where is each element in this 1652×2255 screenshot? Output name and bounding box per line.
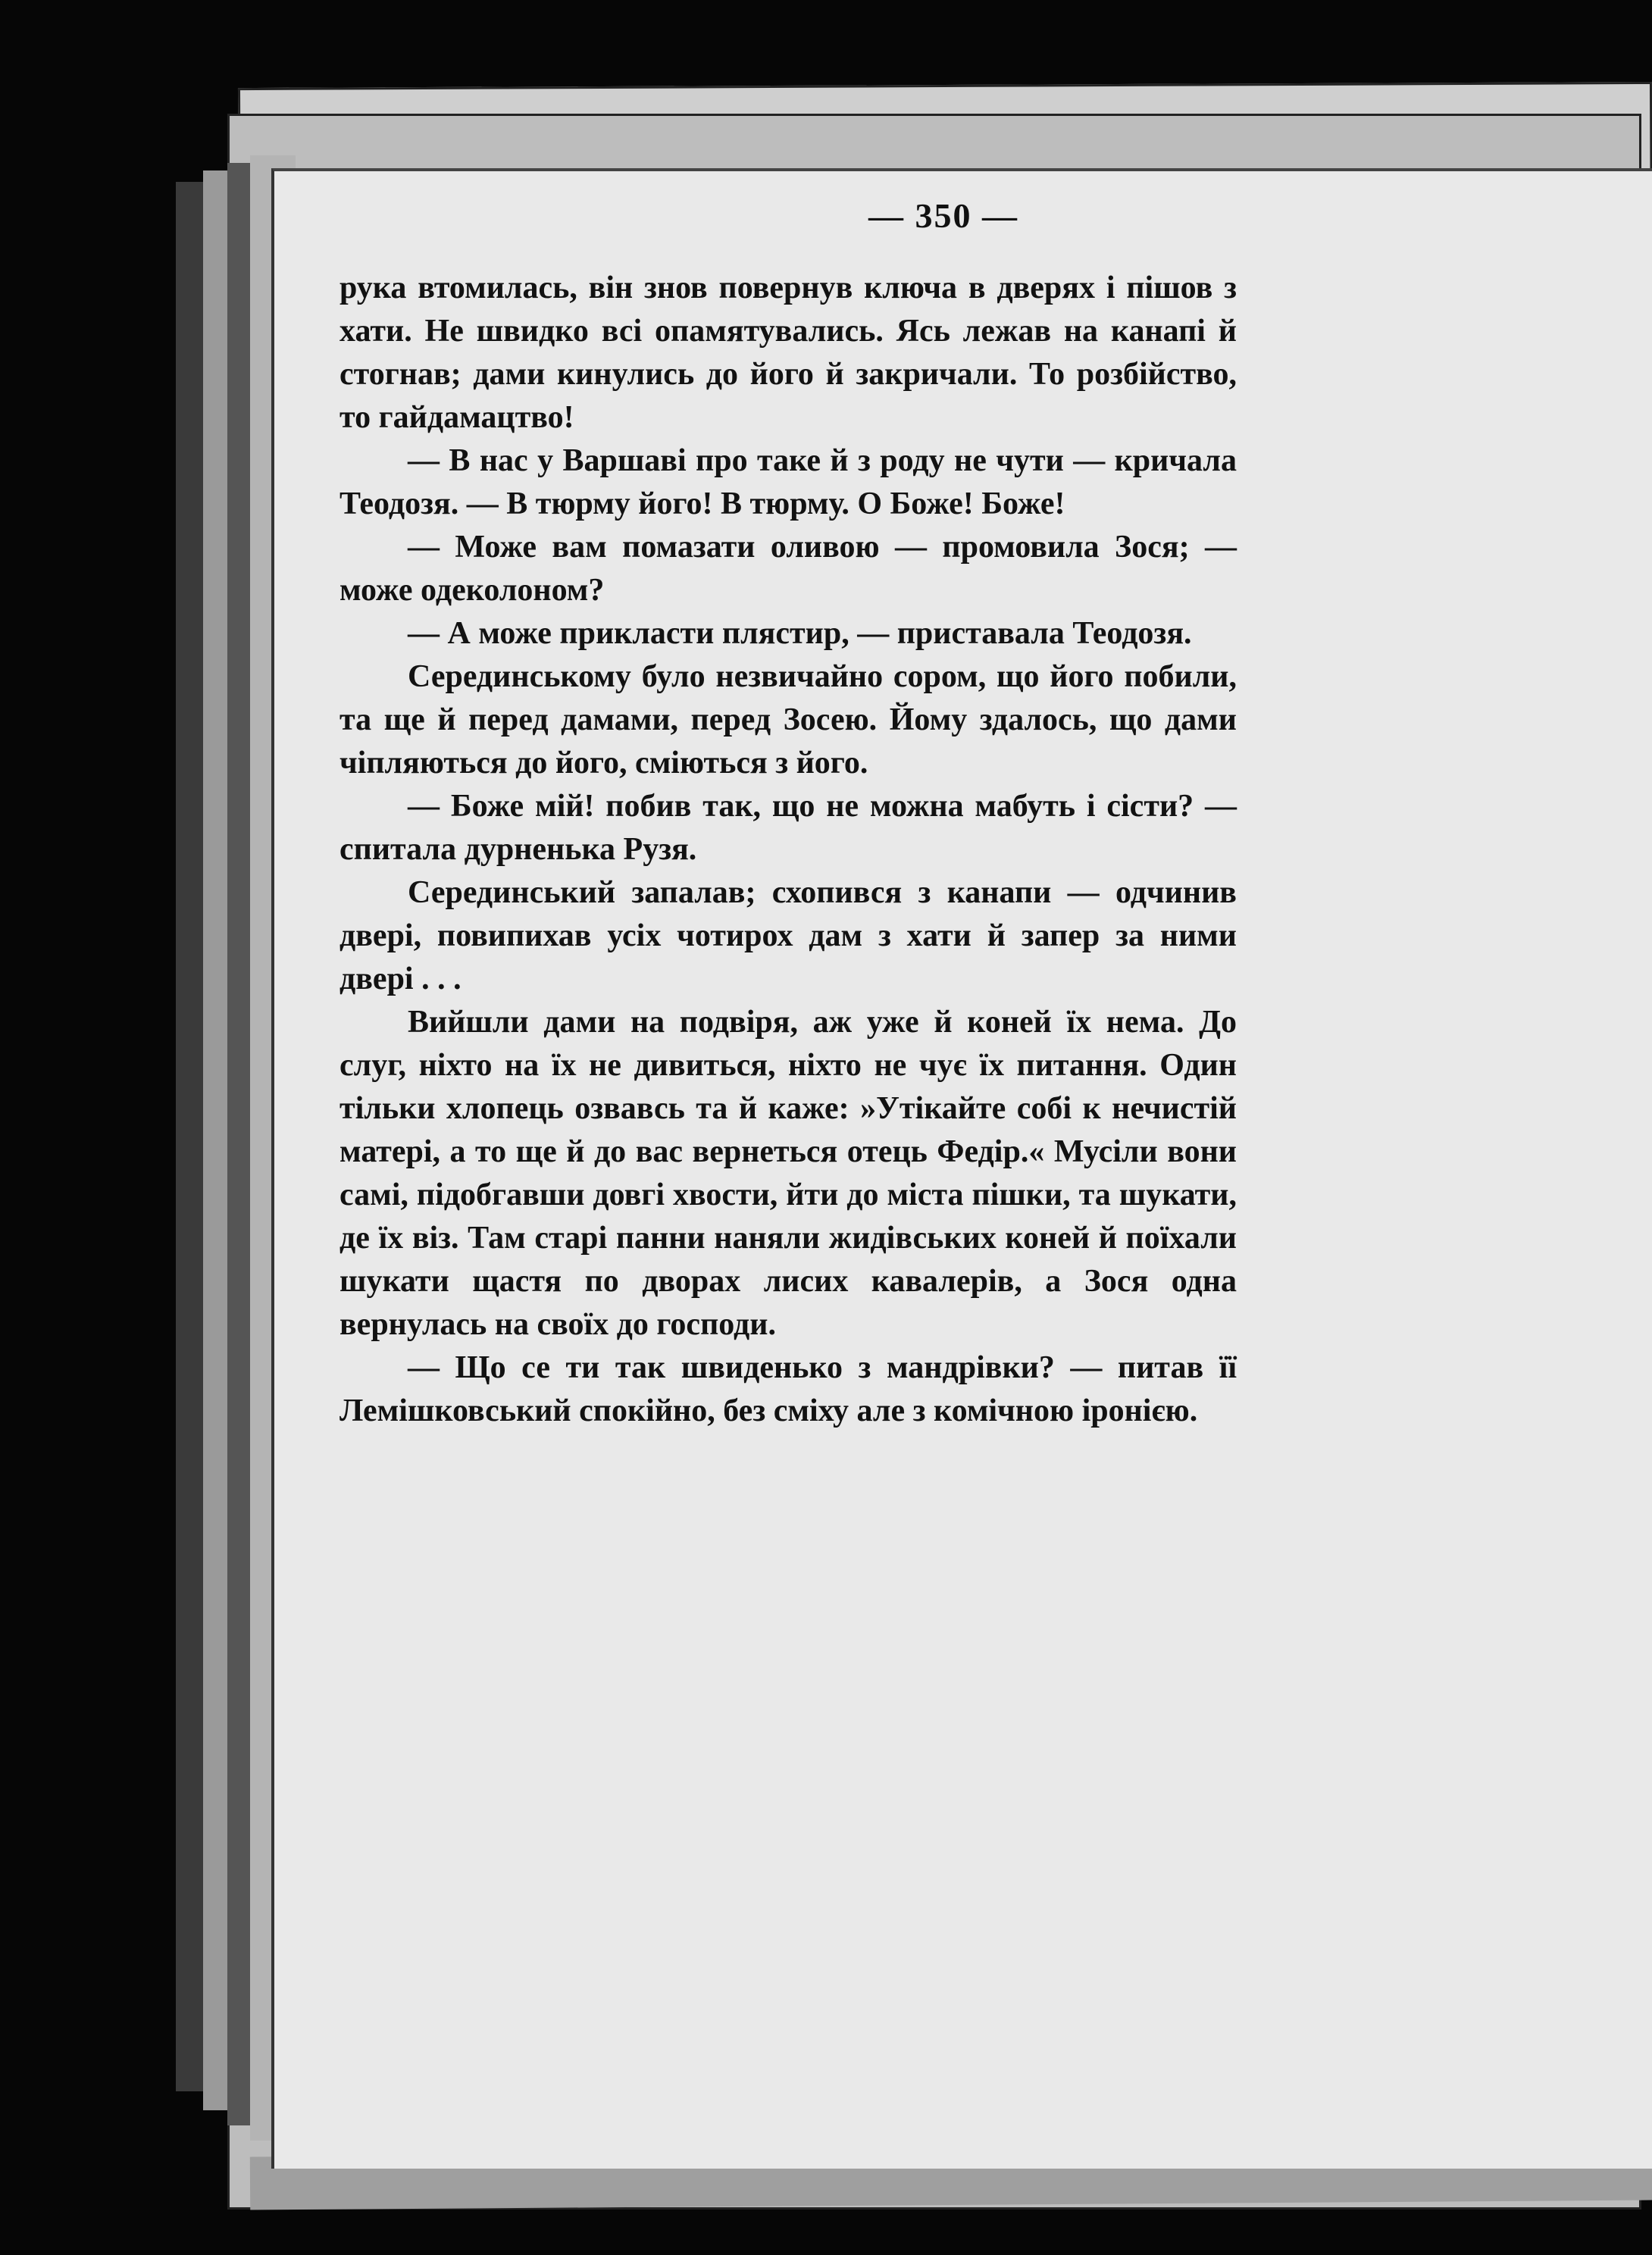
paragraph: Вийшли дами на подвіря, аж уже й коней їх нема. До слуг, ніхто на їх не дивиться, ніхто не чує їх питання. Один тільки хлопець озвавсь та й каже: »Утікайте собі к нечистій матері, а то ще й до вас вернеться отець Федір.« Мусіли вони самі, підобгавши довгі хвости, йти до міста пішки, та шукати, де їх віз. Там старі панни наняли жидівських коней й поїхали шукати щастя по дворах лисих кавалерів, а Зося одна вернулась на своїх до господи. (339, 1005, 1237, 1342)
body-text (339, 267, 1237, 1433)
page-number: — 350 — (868, 196, 1018, 235)
paragraph: — В нас у Варшаві про таке й з роду не чути — кричала Теодозя. — В тюрму його! В тюрму. О Боже! Боже! (339, 443, 1237, 521)
paragraph: — А може прикласти плястир, — приставала Теодозя. (408, 616, 1192, 651)
paragraph: — Може вам помазати оливою — промовила Зося; — може одеколоном? (339, 530, 1237, 608)
paragraph: Серединський запалав; схопився з канапи — одчинив двері, повипихав усіх чотирох дам з хати й запер за ними двері . . . (339, 875, 1237, 996)
paragraph: — Боже мій! побив так, що не можна мабуть і сісти? — спитала дурненька Рузя. (339, 789, 1237, 867)
paragraph: рука втомилась, він знов повернув ключа в дверях і пішов з хати. Не швидко всі опамятувались. Ясь лежав на канапі й стогнав; дами кинулись до його й закричали. То розбійство, то гайдамацтво! (339, 271, 1237, 435)
paragraph: — Що се ти так швиденько з мандрівки? — питав її Лемішковський спокійно, без сміху але з комічною іронією. (339, 1350, 1237, 1428)
paragraph: Серединському було незвичайно сором, що його побили, та ще й перед дамами, перед Зосею. Йому здалось, що дами чіпляються до його, сміються з його. (339, 659, 1237, 780)
